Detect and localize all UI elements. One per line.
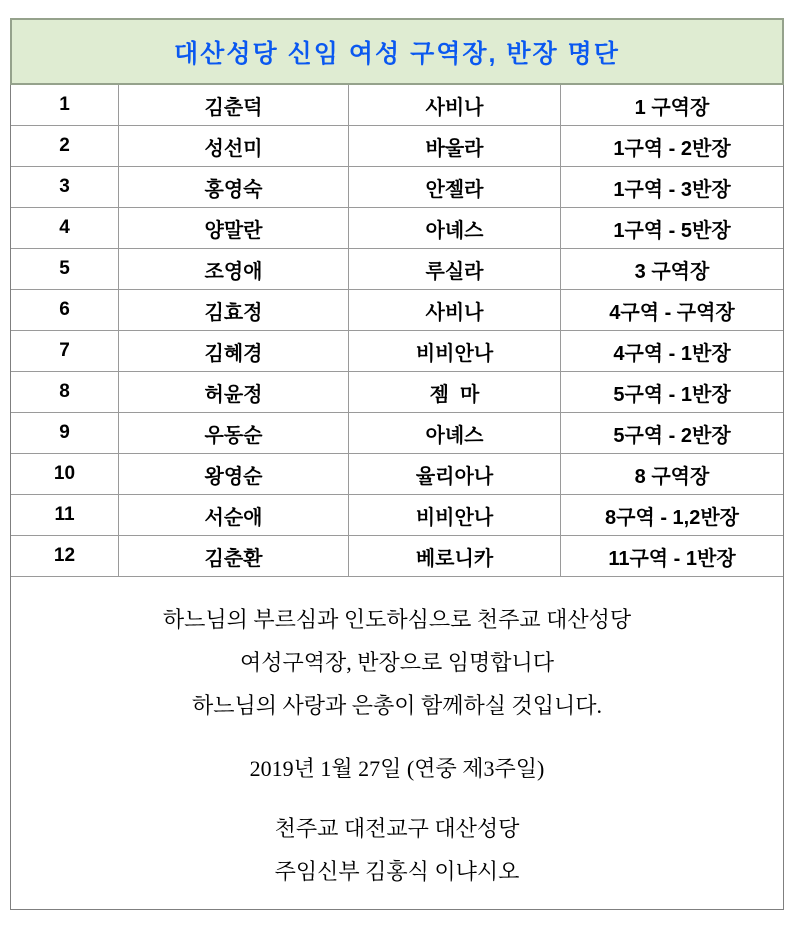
position-cell: 4구역 - 구역장 bbox=[560, 290, 783, 330]
position-cell: 3 구역장 bbox=[560, 249, 783, 289]
row-number-cell: 9 bbox=[59, 422, 70, 443]
position-cell: 1 구역장 bbox=[560, 85, 783, 125]
position-cell: 1구역 - 2반장 bbox=[560, 126, 783, 166]
name-cell: 우동순 bbox=[118, 413, 348, 453]
row-number-cell: 6 bbox=[59, 299, 70, 320]
name-cell: 김춘환 bbox=[118, 536, 348, 576]
message-line: 여성구역장, 반장으로 임명합니다 bbox=[239, 650, 555, 675]
roster-table bbox=[10, 85, 784, 577]
title-banner bbox=[10, 18, 784, 85]
row-number-cell: 2 bbox=[59, 135, 70, 156]
table-row bbox=[11, 208, 783, 249]
appointment-notice-document bbox=[10, 18, 784, 910]
position-cell: 4구역 - 1반장 bbox=[560, 331, 783, 371]
row-number-cell: 12 bbox=[53, 545, 76, 566]
baptismal-name-cell: 아녜스 bbox=[348, 413, 560, 453]
appointment-message bbox=[11, 577, 783, 727]
baptismal-name-cell: 바울라 bbox=[348, 126, 560, 166]
signature-block bbox=[11, 807, 783, 893]
position-cell: 5구역 - 1반장 bbox=[560, 372, 783, 412]
position-cell: 11구역 - 1반장 bbox=[560, 536, 783, 576]
table-row bbox=[11, 249, 783, 290]
table-row bbox=[11, 85, 783, 126]
footer-message-area bbox=[10, 577, 784, 910]
table-row bbox=[11, 290, 783, 331]
row-number-cell: 8 bbox=[59, 381, 70, 402]
position-cell: 1구역 - 5반장 bbox=[560, 208, 783, 248]
message-line: 하느님의 부르심과 인도하심으로 천주교 대산성당 bbox=[162, 607, 632, 632]
message-line: 하느님의 사랑과 은총이 함께하실 것입니다. bbox=[191, 693, 603, 718]
table-row bbox=[11, 495, 783, 536]
row-number-cell: 4 bbox=[59, 217, 70, 238]
row-number-cell: 3 bbox=[59, 176, 70, 197]
table-row bbox=[11, 454, 783, 495]
name-cell: 김춘덕 bbox=[118, 85, 348, 125]
row-number-cell: 1 bbox=[59, 94, 70, 115]
name-cell: 김효정 bbox=[118, 290, 348, 330]
table-row bbox=[11, 331, 783, 372]
baptismal-name-cell: 젬 마 bbox=[348, 372, 560, 412]
signature-line: 주임신부 김홍식 이냐시오 bbox=[274, 859, 520, 884]
row-number-cell: 11 bbox=[54, 504, 75, 525]
document-title: 대산성당 신임 여성 구역장, 반장 명단 bbox=[174, 39, 620, 68]
position-cell: 8 구역장 bbox=[560, 454, 783, 494]
date-line: 2019년 1월 27일 (연중 제3주일) bbox=[249, 756, 545, 781]
baptismal-name-cell: 안젤라 bbox=[348, 167, 560, 207]
table-row bbox=[11, 167, 783, 208]
baptismal-name-cell: 비비안나 bbox=[348, 495, 560, 535]
baptismal-name-cell: 비비안나 bbox=[348, 331, 560, 371]
name-cell: 허윤정 bbox=[118, 372, 348, 412]
table-row bbox=[11, 372, 783, 413]
table-row bbox=[11, 126, 783, 167]
name-cell: 성선미 bbox=[118, 126, 348, 166]
baptismal-name-cell: 아녜스 bbox=[348, 208, 560, 248]
position-cell: 5구역 - 2반장 bbox=[560, 413, 783, 453]
row-number-cell: 7 bbox=[59, 340, 70, 361]
baptismal-name-cell: 베로니카 bbox=[348, 536, 560, 576]
baptismal-name-cell: 율리아나 bbox=[348, 454, 560, 494]
baptismal-name-cell: 사비나 bbox=[348, 85, 560, 125]
name-cell: 왕영순 bbox=[118, 454, 348, 494]
name-cell: 김혜경 bbox=[118, 331, 348, 371]
position-cell: 1구역 - 3반장 bbox=[560, 167, 783, 207]
name-cell: 조영애 bbox=[118, 249, 348, 289]
baptismal-name-cell: 사비나 bbox=[348, 290, 560, 330]
name-cell: 홍영숙 bbox=[118, 167, 348, 207]
row-number-cell: 5 bbox=[59, 258, 70, 279]
name-cell: 양말란 bbox=[118, 208, 348, 248]
signature-line: 천주교 대전교구 대산성당 bbox=[274, 816, 520, 841]
baptismal-name-cell: 루실라 bbox=[348, 249, 560, 289]
table-row bbox=[11, 413, 783, 454]
row-number-cell: 10 bbox=[53, 463, 76, 484]
name-cell: 서순애 bbox=[118, 495, 348, 535]
table-row bbox=[11, 536, 783, 577]
position-cell: 8구역 - 1,2반장 bbox=[560, 495, 783, 535]
